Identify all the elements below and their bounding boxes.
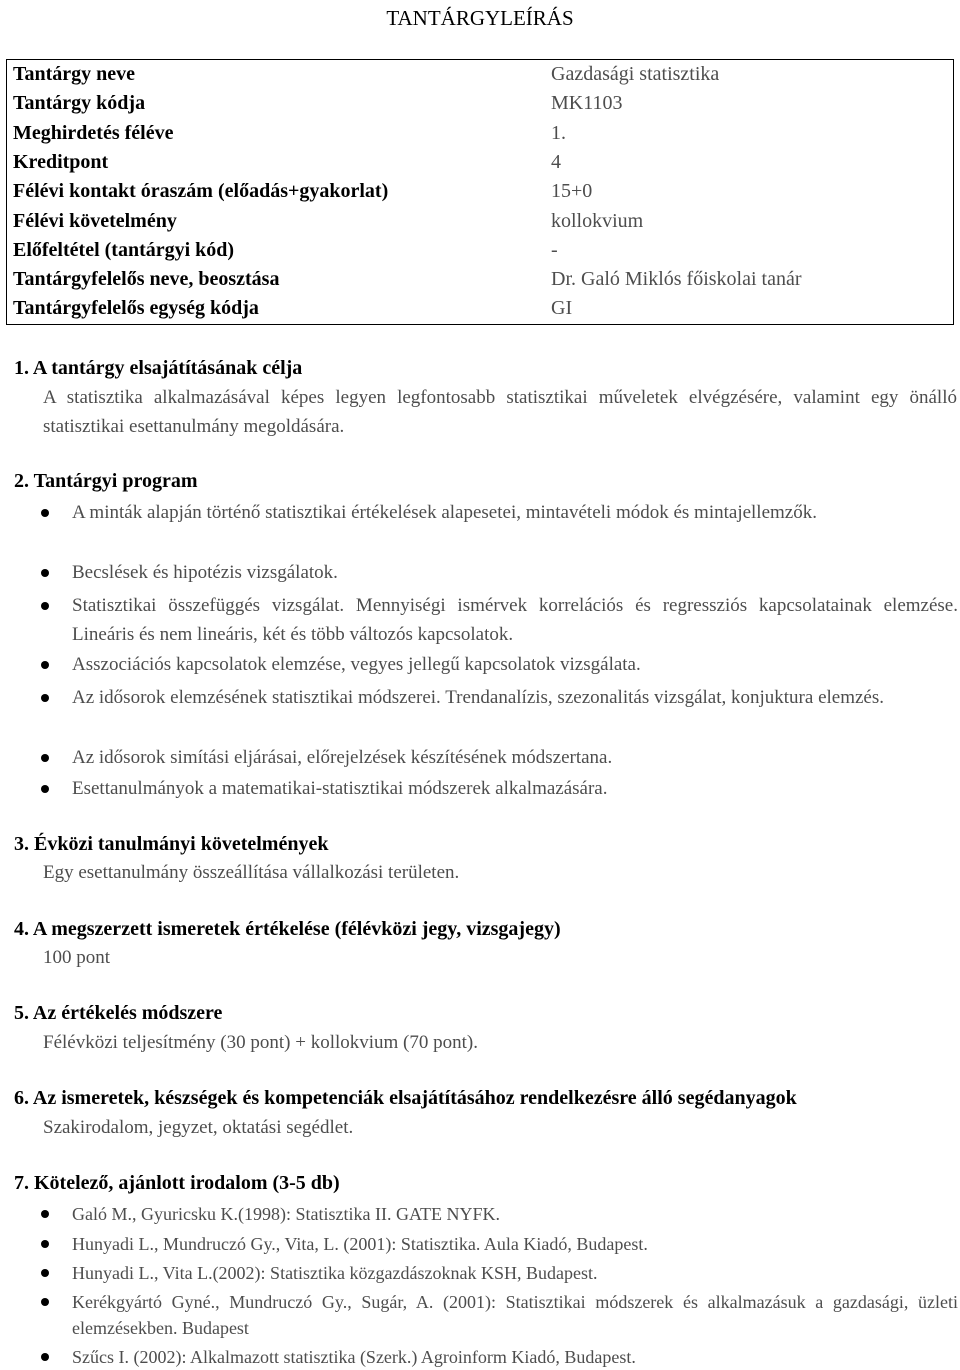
info-value: Gazdasági statisztika	[551, 63, 720, 85]
program-list-item: Statisztikai összefüggés vizsgálat. Mennyiségi ismérvek korrelációs és regressziós kapcsolatainak elemzése. Lineáris és nem lineáris, két és több változós kapcsolatok.	[72, 591, 958, 649]
info-value: MK1103	[551, 92, 623, 115]
literature-list-item: Hunyadi L., Mundruczó Gy., Vita, L. (2001): Statisztika. Aula Kiadó, Budapest.	[72, 1231, 958, 1257]
bullet-icon	[41, 1353, 49, 1361]
program-list-item: Az idősorok simítási eljárásai, előrejelzések készítésének módszertana.	[72, 743, 958, 772]
info-label: Előfeltétel (tantárgyi kód)	[13, 238, 235, 261]
info-row-course-code	[7, 89, 953, 118]
info-row-semester	[7, 119, 953, 148]
bullet-icon	[41, 1240, 49, 1248]
bullet-icon	[41, 1298, 49, 1306]
bullet-icon	[41, 569, 49, 577]
info-label: Tantárgy neve	[13, 63, 136, 85]
section-heading-goal: 1. A tantárgy elsajátításának célja	[14, 357, 303, 379]
section-heading-evaluation-method: 5. Az értékelés módszere	[14, 1002, 223, 1024]
info-value: 4	[551, 150, 561, 173]
info-row-responsible	[7, 265, 953, 294]
bullet-icon	[41, 1269, 49, 1277]
program-list-item: Esettanulmányok a matematikai-statisztikai módszerek alkalmazására.	[72, 774, 958, 803]
section-heading-requirements: 3. Évközi tanulmányi követelmények	[14, 833, 329, 855]
info-value: 15+0	[551, 180, 593, 203]
bullet-icon	[41, 602, 49, 610]
info-row-requirement	[7, 207, 953, 236]
bullet-icon	[41, 1210, 49, 1218]
info-label: Tantárgyfelelős neve, beosztása	[13, 268, 280, 291]
section-text-materials: Szakirodalom, jegyzet, oktatási segédlet.	[43, 1117, 354, 1138]
info-row-credits	[7, 148, 953, 177]
section-heading-materials: 6. Az ismeretek, készségek és kompetenciák elsajátításához rendelkezésre álló segédanyagok	[14, 1087, 797, 1109]
info-label: Meghirdetés féléve	[13, 121, 174, 144]
section-text-goal: A statisztika alkalmazásával képes legyen legfontosabb statisztikai műveletek elvégzésére, valamint egy önálló statisztikai esettanulmány megoldására.	[43, 387, 957, 437]
info-label: Kreditpont	[13, 150, 109, 173]
bullet-icon	[41, 694, 49, 702]
program-list-item: Becslések és hipotézis vizsgálatok.	[72, 558, 958, 587]
program-list-item: A minták alapján történő statisztikai értékelések alapesetei, mintavételi módok és mintajellemzők.	[72, 498, 958, 527]
info-row-unit-code	[7, 294, 953, 323]
section-text-evaluation-method: Félévközi teljesítmény (30 pont) + kollokvium (70 pont).	[43, 1032, 478, 1053]
section-heading-assessment: 4. A megszerzett ismeretek értékelése (félévközi jegy, vizsgajegy)	[14, 918, 561, 940]
literature-list-item: Kerékgyártó Gyné., Mundruczó Gy., Sugár, A. (2001): Statisztikai módszerek és alkalmazásuk a gazdasági, üzleti elemzésekben. Budapest	[72, 1289, 958, 1341]
course-info-table	[6, 59, 954, 325]
literature-list-item: Hunyadi L., Vita L.(2002): Statisztika közgazdászoknak KSH, Budapest.	[72, 1260, 958, 1286]
info-label: Félévi kontakt óraszám (előadás+gyakorlat)	[13, 180, 389, 203]
info-value: -	[551, 238, 558, 261]
bullet-icon	[41, 785, 49, 793]
info-value: Dr. Galó Miklós főiskolai tanár	[551, 268, 802, 291]
document-title: TANTÁRGYLEÍRÁS	[386, 6, 574, 30]
section-text-requirements: Egy esettanulmány összeállítása vállalkozási területen.	[43, 862, 460, 883]
literature-list-item: Szűcs I. (2002): Alkalmazott statisztika (Szerk.) Agroinform Kiadó, Budapest.	[72, 1344, 958, 1370]
info-row-prerequisite	[7, 236, 953, 265]
program-list-item: Asszociációs kapcsolatok elemzése, vegyes jellegű kapcsolatok vizsgálata.	[72, 650, 958, 679]
bullet-icon	[41, 661, 49, 669]
info-value: 1.	[551, 121, 566, 144]
info-label: Félévi követelmény	[13, 209, 177, 232]
info-label: Tantárgyfelelős egység kódja	[13, 297, 259, 320]
section-heading-literature: 7. Kötelező, ajánlott irodalom (3-5 db)	[14, 1172, 340, 1194]
info-label: Tantárgy kódja	[13, 92, 146, 115]
info-value: GI	[551, 297, 573, 320]
bullet-icon	[41, 754, 49, 762]
section-heading-program: 2. Tantárgyi program	[14, 470, 198, 492]
section-text-assessment: 100 pont	[43, 947, 111, 968]
literature-list-item: Galó M., Gyuricsku K.(1998): Statisztika II. GATE NYFK.	[72, 1201, 958, 1227]
info-row-course-name	[7, 60, 953, 89]
bullet-icon	[41, 509, 49, 517]
info-row-contact-hours	[7, 177, 953, 206]
info-value: kollokvium	[551, 209, 644, 232]
program-list-item: Az idősorok elemzésének statisztikai módszerei. Trendanalízis, szezonalitás vizsgálat, konjuktura elemzés.	[72, 683, 958, 712]
